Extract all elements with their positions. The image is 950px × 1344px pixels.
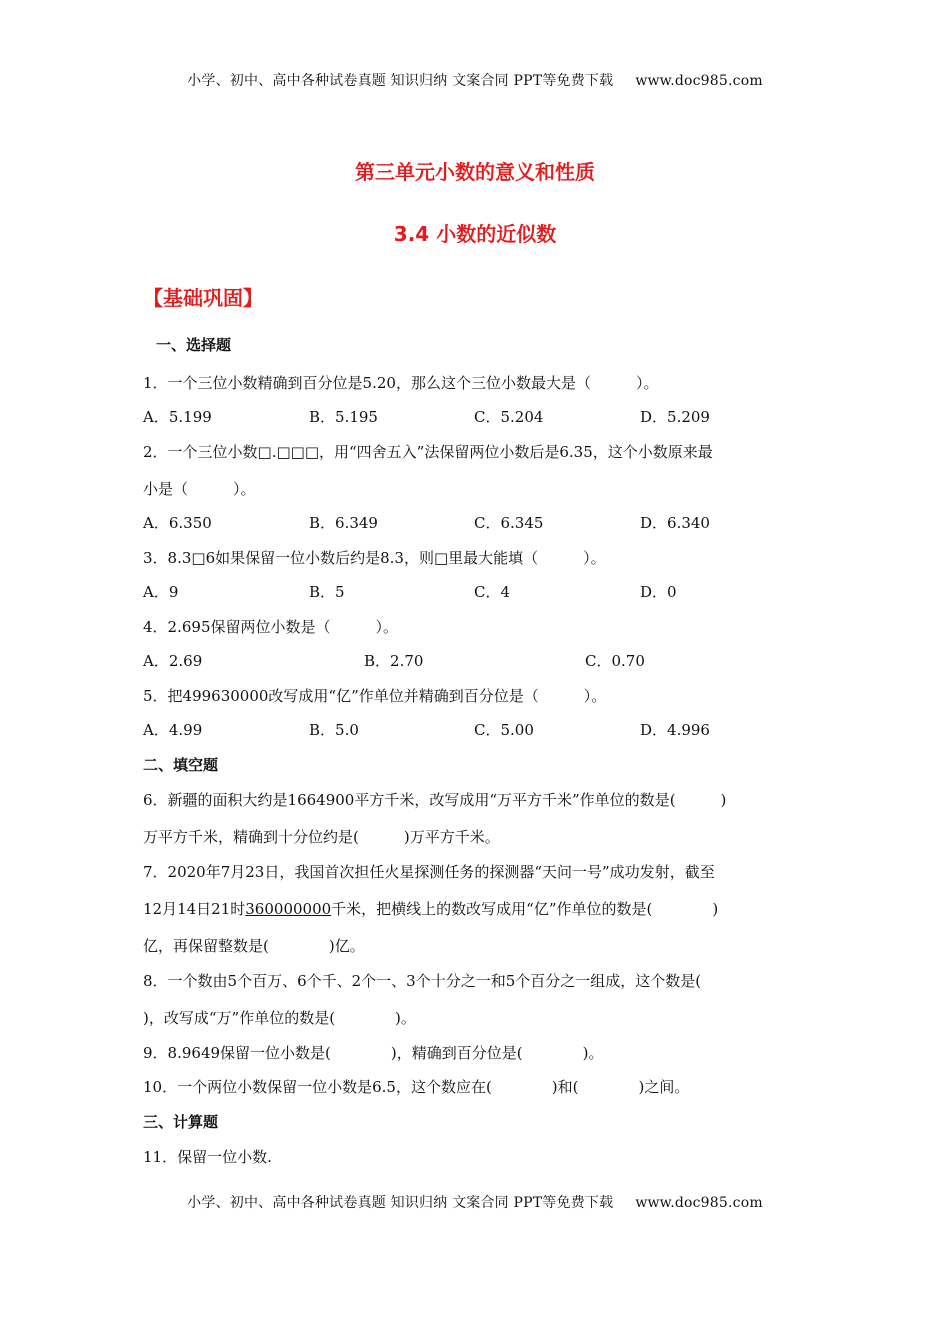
- q7-line1: 7．2020年7月23日，我国首次担任火星探测任务的探测器“天问一号”成功发射，截至: [143, 863, 715, 881]
- q2-option-c: C．6.345: [474, 514, 544, 532]
- q11-stem: 11．保留一位小数.: [143, 1148, 272, 1166]
- q3-option-d: D．0: [640, 583, 677, 601]
- q7-underlined-number: 360000000: [245, 900, 332, 918]
- q7-line2: [143, 898, 718, 919]
- q3-option-b: B．5: [309, 583, 345, 601]
- part-fill-heading: 二、填空题: [143, 756, 219, 774]
- footer-text: 小学、初中、高中各种试卷真题 知识归纳 文案合同 PPT等免费下载: [187, 1195, 614, 1211]
- q8-line2: )，改写成“万”作单位的数是( )。: [143, 1009, 416, 1027]
- q3-stem: 3．8.3□6如果保留一位小数后约是8.3，则□里最大能填（ ）。: [143, 549, 606, 567]
- q9-stem: 9．8.9649保留一位小数是( )，精确到百分位是( )。: [143, 1044, 604, 1062]
- page-header: [0, 70, 950, 90]
- q5-stem: 5．把499630000改写成用“亿”作单位并精确到百分位是（ ）。: [143, 687, 607, 705]
- part-choice-heading: 一、选择题: [156, 336, 232, 354]
- q5-option-b: B．5.0: [309, 721, 359, 739]
- footer-site[interactable]: www.doc985.com: [635, 1195, 763, 1211]
- q4-option-b: B．2.70: [364, 652, 424, 670]
- q4-stem: 4．2.695保留两位小数是（ ）。: [143, 618, 398, 636]
- q1-stem: 1．一个三位小数精确到百分位是5.20，那么这个三位小数最大是（ ）。: [143, 374, 659, 392]
- q4-option-a: A．2.69: [143, 652, 203, 670]
- part-calc-heading: 三、计算题: [143, 1113, 219, 1131]
- lesson-title: 3.4 小数的近似数: [393, 222, 557, 246]
- q10-stem: 10．一个两位小数保留一位小数是6.5，这个数应在( )和( )之间。: [143, 1078, 690, 1096]
- q5-option-c: C．5.00: [474, 721, 534, 739]
- q5-option-a: A．4.99: [143, 721, 203, 739]
- q5-option-d: D．4.996: [640, 721, 710, 739]
- q7-line2-prefix: 12月14日21时: [143, 900, 246, 918]
- q2-option-d: D．6.340: [640, 514, 710, 532]
- q6-line1: 6．新疆的面积大约是1664900平方千米，改写成用“万平方千米”作单位的数是( ): [143, 791, 727, 809]
- q2-stem-line2: 小是（ ）。: [143, 480, 256, 498]
- page-footer: [0, 1192, 950, 1212]
- q1-option-b: B．5.195: [309, 408, 378, 426]
- q2-stem-line1: 2．一个三位小数□.□□□，用“四舍五入”法保留两位小数后是6.35，这个小数原来最: [143, 443, 713, 461]
- q8-line1: 8．一个数由5个百万、6个千、2个一、3个十分之一和5个百分之一组成，这个数是(: [143, 972, 702, 990]
- q1-option-c: C．5.204: [474, 408, 544, 426]
- unit-title: 第三单元小数的意义和性质: [355, 160, 595, 184]
- header-site[interactable]: www.doc985.com: [635, 73, 763, 89]
- q2-option-a: A．6.350: [143, 514, 212, 532]
- q6-line2: 万平方千米，精确到十分位约是( )万平方千米。: [143, 828, 500, 846]
- q7-line3: 亿，再保留整数是( )亿。: [143, 937, 365, 955]
- q2-option-b: B．6.349: [309, 514, 378, 532]
- q7-line2-suffix: 千米，把横线上的数改写成用“亿”作单位的数是( ): [331, 900, 719, 918]
- q4-option-c: C．0.70: [585, 652, 645, 670]
- q1-option-d: D．5.209: [640, 408, 710, 426]
- q3-option-c: C．4: [474, 583, 511, 601]
- header-text: 小学、初中、高中各种试卷真题 知识归纳 文案合同 PPT等免费下载: [187, 73, 614, 89]
- section-heading: 【基础巩固】: [143, 286, 263, 310]
- q3-option-a: A．9: [143, 583, 179, 601]
- q1-option-a: A．5.199: [143, 408, 212, 426]
